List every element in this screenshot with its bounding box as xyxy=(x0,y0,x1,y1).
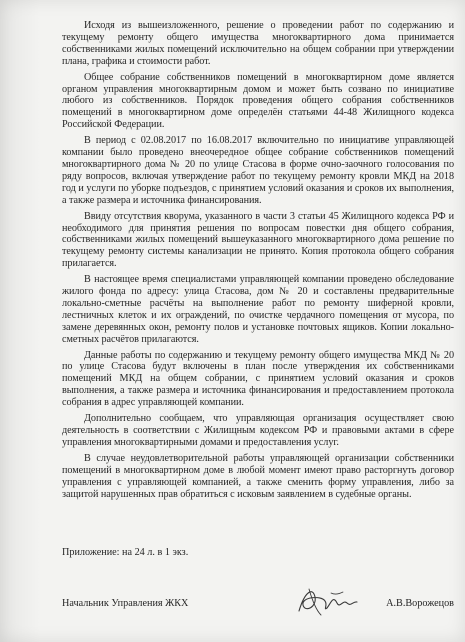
handwritten-signature xyxy=(291,581,371,621)
paragraph: Дополнительно сообщаем, что управляющая организация осуществляет свою деятельность в соответствии с Жилищным кодексом РФ и правовыми актами в сфере управления многоквартирными домами и предоставления услуг. xyxy=(62,413,454,448)
signer-name: А.В.Ворожецов xyxy=(386,598,454,609)
scan-shadow xyxy=(0,0,40,642)
attachment-note: Приложение: на 24 л. в 1 экз. xyxy=(62,547,189,558)
paragraph: Данные работы по содержанию и текущему ремонту общего имущества МКД № 20 по улице Стасова будут включены в план после утверждения их собственниками помещений МКД на общем собрании, с принятием условий оказания и сроков выполнения, а также размера и источника финансирования и предоставлением протокола собрания в адрес управляющей компании. xyxy=(62,349,454,409)
paragraph: В период с 02.08.2017 по 16.08.2017 включительно по инициативе управляющей компании было проведено внеочередное общее собрание собственников помещений многоквартирного дома № 20 по улице Стасова в форме очно-заочного голосования по ряду вопросов, включая утверждение работ по текущему ремонту кровли МКД на 2018 год и услуги по уборке подъездов, с принятием условий оказания и сроков их выполнения, а также размера и источника финансирования. xyxy=(62,135,454,206)
paragraph: Исходя из вышеизложенного, решение о проведении работ по содержанию и текущему ремонту общего имущества многоквартирного дома принимается собственниками жилых помещений исключительно на общем собрании при утверждении плана, графика и стоимости работ. xyxy=(62,20,454,67)
paragraph: Ввиду отсутствия кворума, указанного в части 3 статьи 45 Жилищного кодекса РФ и необходимого для принятия решения по вопросам повестки дня общего собрания, собственниками жилых помещений вышеуказанного многоквартирного дома решение по текущему ремонту системы канализации не принято. Копия протокола общего собрания прилагается. xyxy=(62,210,454,270)
paragraph: Общее собрание собственников помещений в многоквартирном доме является органом управления многоквартирным домом и может быть созвано по инициативе любого из собственников. Порядок проведения общего собрания собственников помещений в многоквартирном доме определён статьями 44-48 Жилищного кодекса Российской Федерации. xyxy=(62,71,454,131)
paragraph: В случае неудовлетворительной работы управляющей организации собственники помещений в многоквартирном доме в любой момент имеют право расторгнуть договор управления с управляющей компанией, а также сменить форму управления, либо за защитой нарушенных прав обратиться с исковым заявлением в судебные органы. xyxy=(62,452,454,500)
paragraph: В настоящее время специалистами управляющей компании проведено обследование жилого фонда по адресу: улица Стасова, дом № 20 и составлены предварительные локально-сметные расчёты на выполнение работ по ремонту шиферной кровли, лестничных клеток и их ограждений, по очистке чердачного помещения от мусора, по замене деревянных окон, ремонту полов и установке почтовых ящиков. Копии локально-сметных расчётов прилагаются. xyxy=(62,274,454,345)
signer-position: Начальник Управления ЖКХ xyxy=(62,598,189,609)
letter-body xyxy=(62,20,454,500)
signature-block xyxy=(62,598,454,622)
